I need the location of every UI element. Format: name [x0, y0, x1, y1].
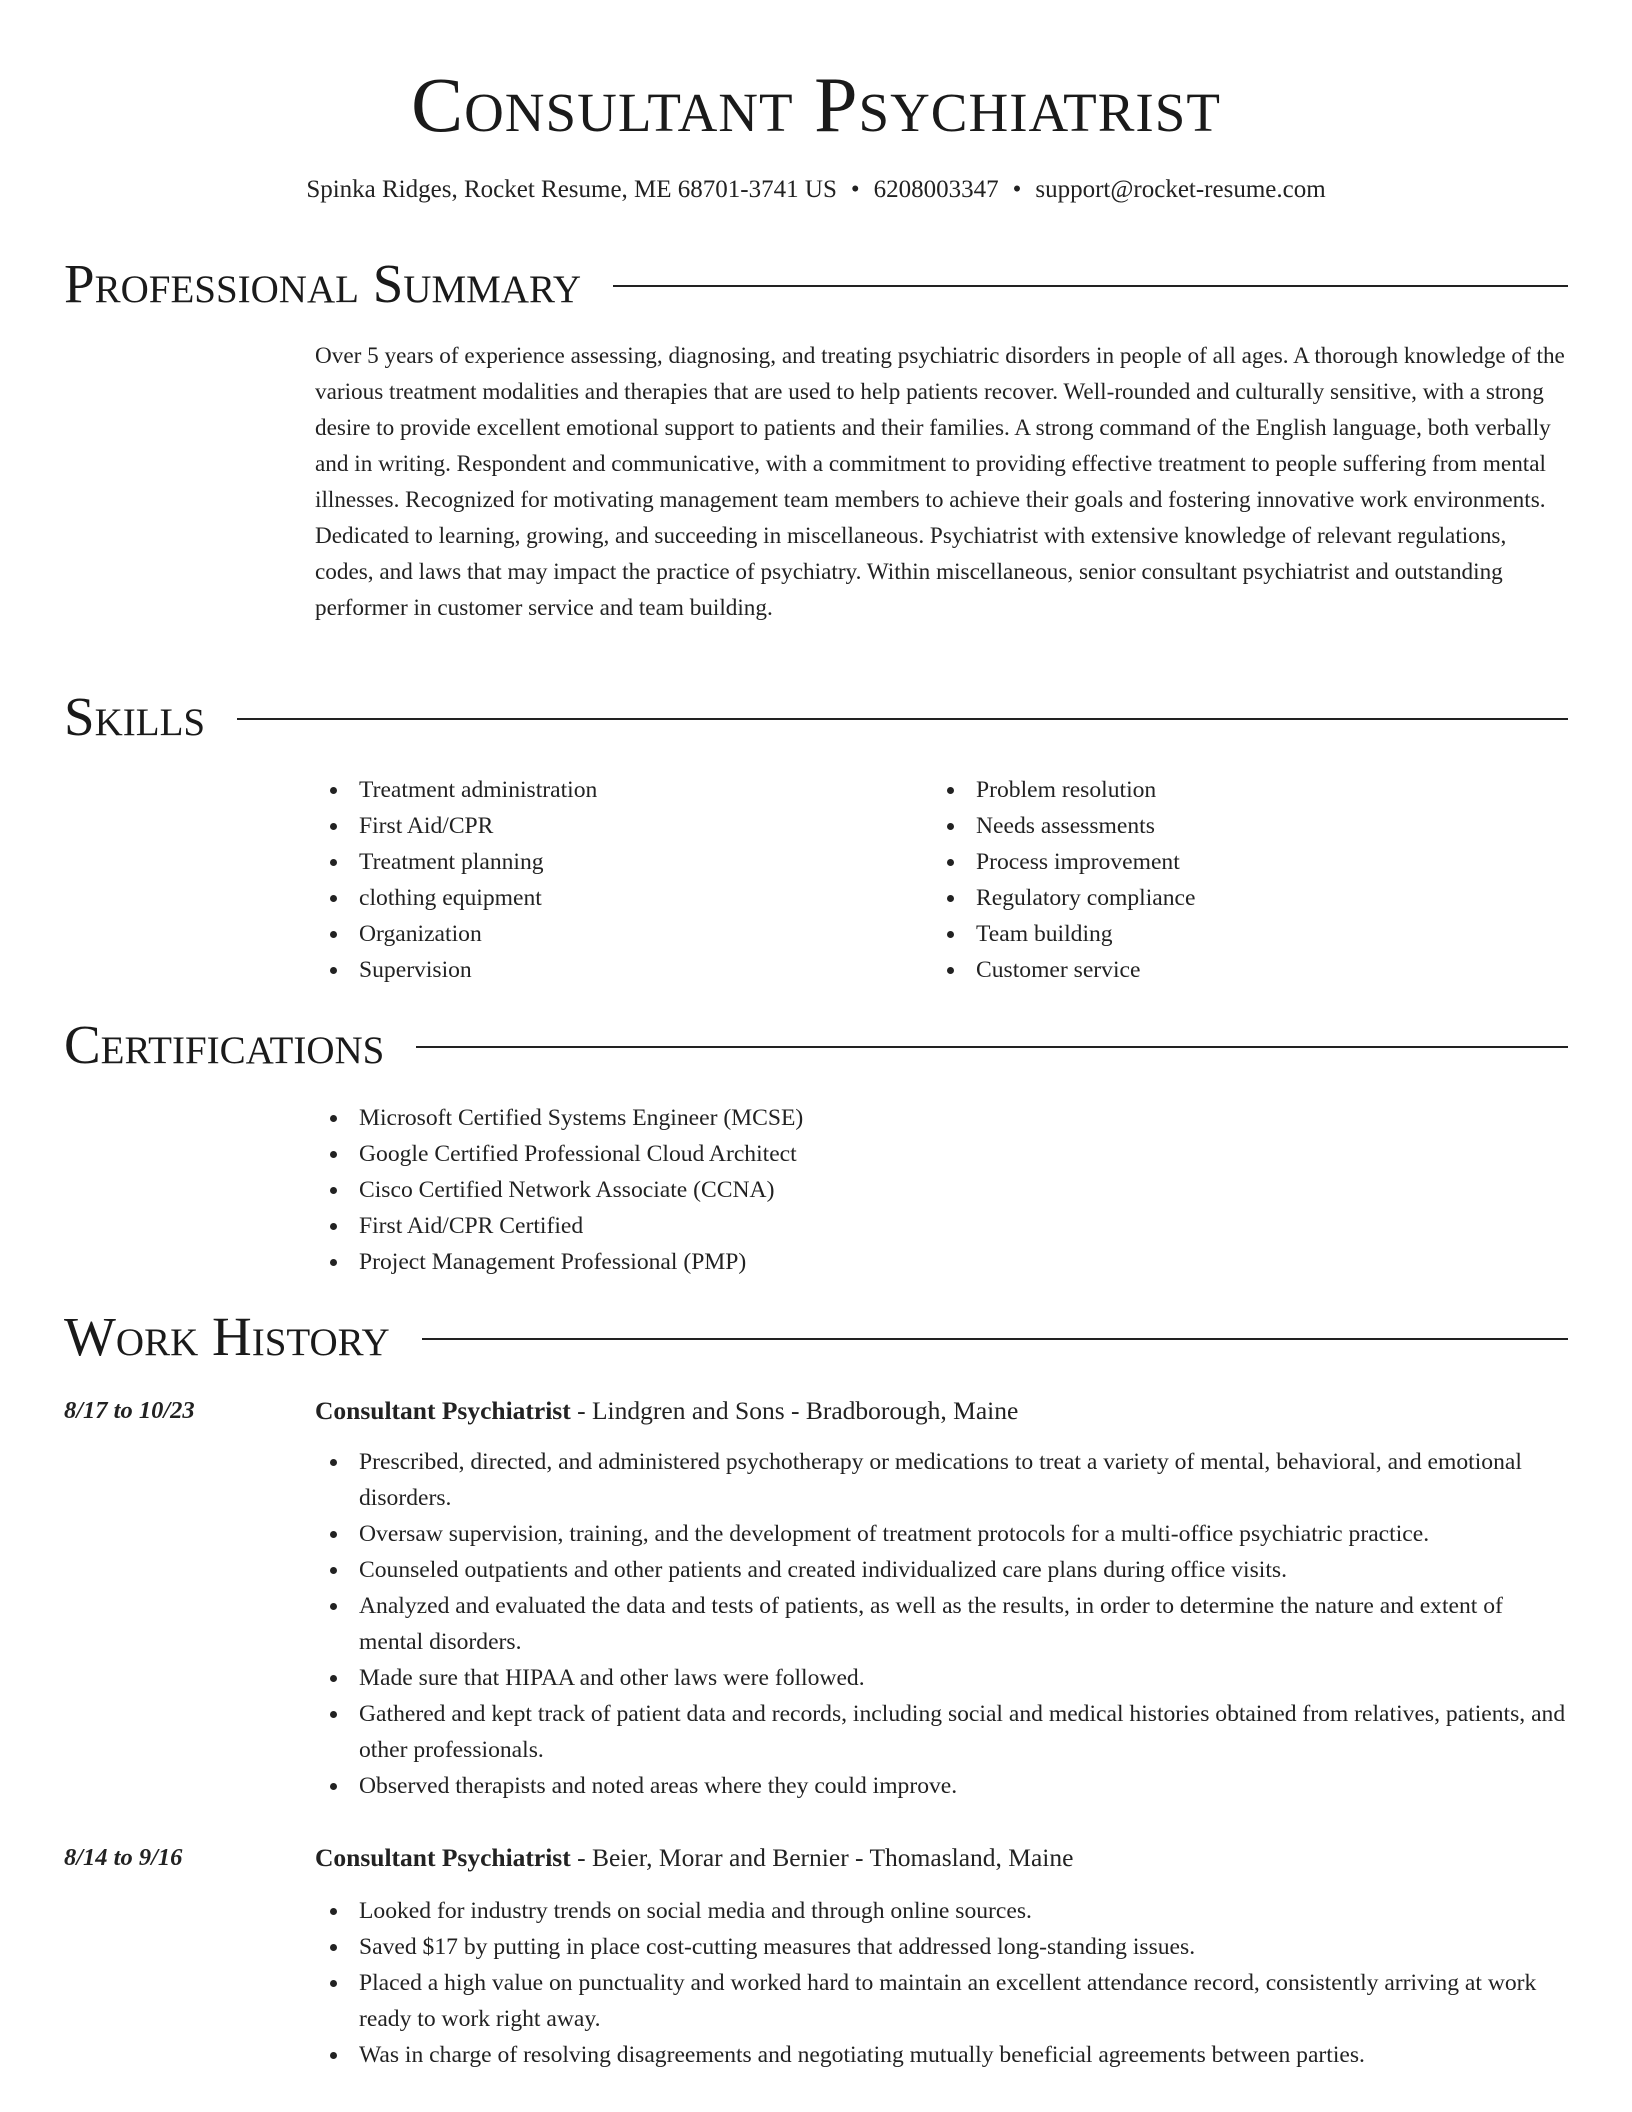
skill-item: Treatment administration	[315, 772, 915, 808]
certification-item: Cisco Certified Network Associate (CCNA)	[315, 1172, 1515, 1208]
skills-section-title: Skills	[64, 686, 206, 747]
work-section-title: Work History	[64, 1306, 390, 1367]
certification-item: First Aid/CPR Certified	[315, 1208, 1515, 1244]
certification-item: Microsoft Certified Systems Engineer (MCSE)	[315, 1100, 1515, 1136]
section-divider	[422, 1338, 1568, 1340]
skill-item: Treatment planning	[315, 844, 915, 880]
job-duty: Oversaw supervision, training, and the development of treatment protocols for a multi-office psychiatric practice.	[315, 1516, 1570, 1552]
work-section-header	[64, 1305, 1568, 1369]
job-duty: Made sure that HIPAA and other laws were followed.	[315, 1660, 1570, 1696]
certification-item: Project Management Professional (PMP)	[315, 1244, 1515, 1280]
certifications-section-title: Certifications	[64, 1014, 385, 1075]
job-duty: Placed a high value on punctuality and worked hard to maintain an excellent attendance record, consistently arriving at work ready to work right away.	[315, 1965, 1570, 2037]
job-duty: Saved $17 by putting in place cost-cutting measures that addressed long-standing issues.	[315, 1929, 1570, 1965]
contact-email: support@rocket-resume.com	[1035, 176, 1326, 203]
summary-text: Over 5 years of experience assessing, diagnosing, and treating psychiatric disorders in people of all ages. A thorough knowledge of the various treatment modalities and therapies that are used to help patients recover. Well-rounded and culturally sensitive, with a strong desire to provide excellent emotional support to patients and their families. A strong command of the English language, both verbally and in writing. Respondent and communicative, with a commitment to providing effective treatment to people suffering from mental illnesses. Recognized for motivating management team members to achieve their goals and fostering innovative work environments. Dedicated to learning, growing, and succeeding in miscellaneous. Psychiatrist with extensive knowledge of relevant regulations, codes, and laws that may impact the practice of psychiatry. Within miscellaneous, senior consultant psychiatrist and outstanding performer in customer service and team building.	[315, 343, 1565, 621]
job-title: Consultant Psychiatrist	[315, 1843, 571, 1872]
job-dates: 8/17 to 10/23	[64, 1397, 195, 1424]
certifications-section-header	[64, 1013, 1568, 1077]
section-divider	[416, 1046, 1568, 1048]
job-duty: Gathered and kept track of patient data and records, including social and medical histories obtained from relatives, patients, and other professionals.	[315, 1696, 1570, 1768]
skill-item: Problem resolution	[932, 772, 1532, 808]
skills-list-left	[315, 772, 915, 988]
job-heading	[315, 1841, 1073, 1875]
certifications-list	[315, 1100, 1515, 1280]
skill-item: Needs assessments	[932, 808, 1532, 844]
job-duty: Looked for industry trends on social media and through online sources.	[315, 1893, 1570, 1929]
section-divider	[613, 285, 1568, 287]
skill-item: Team building	[932, 916, 1532, 952]
summary-section-header	[64, 252, 1568, 316]
skill-item: Organization	[315, 916, 915, 952]
contact-phone: 6208003347	[873, 176, 999, 203]
job-duty: Was in charge of resolving disagreements and negotiating mutually beneficial agreements between parties.	[315, 2037, 1570, 2073]
job-duties-list	[315, 1444, 1570, 1804]
job-dates: 8/14 to 9/16	[64, 1844, 183, 1871]
job-duty: Analyzed and evaluated the data and tests of patients, as well as the results, in order to determine the nature and extent of mental disorders.	[315, 1588, 1570, 1660]
skills-list-right	[932, 772, 1532, 988]
section-divider	[237, 718, 1568, 720]
job-title: Consultant Psychiatrist	[315, 1396, 571, 1425]
skill-item: First Aid/CPR	[315, 808, 915, 844]
summary-section-title: Professional Summary	[64, 253, 582, 314]
skill-item: clothing equipment	[315, 880, 915, 916]
contact-separator: •	[850, 176, 860, 203]
contact-address: Spinka Ridges, Rocket Resume, ME 68701-3741 US	[306, 176, 837, 203]
skill-item: Supervision	[315, 952, 915, 988]
skill-item: Regulatory compliance	[932, 880, 1532, 916]
job-duty: Counseled outpatients and other patients and created individualized care plans during office visits.	[315, 1552, 1570, 1588]
job-employer-location: - Lindgren and Sons - Bradborough, Maine	[570, 1396, 1019, 1425]
certification-item: Google Certified Professional Cloud Architect	[315, 1136, 1515, 1172]
job-employer-location: - Beier, Morar and Bernier - Thomasland, Maine	[570, 1843, 1074, 1872]
skills-section-header	[64, 685, 1568, 749]
skill-item: Process improvement	[932, 844, 1532, 880]
candidate-name: Consultant Psychiatrist	[411, 61, 1221, 148]
contact-line	[0, 174, 1632, 206]
contact-separator: •	[1012, 176, 1022, 203]
job-heading	[315, 1394, 1018, 1428]
job-duty: Prescribed, directed, and administered psychotherapy or medications to treat a variety of mental, behavioral, and emotional disorders.	[315, 1444, 1570, 1516]
job-duties-list	[315, 1893, 1570, 2073]
skill-item: Customer service	[932, 952, 1532, 988]
job-duty: Observed therapists and noted areas where they could improve.	[315, 1768, 1570, 1804]
